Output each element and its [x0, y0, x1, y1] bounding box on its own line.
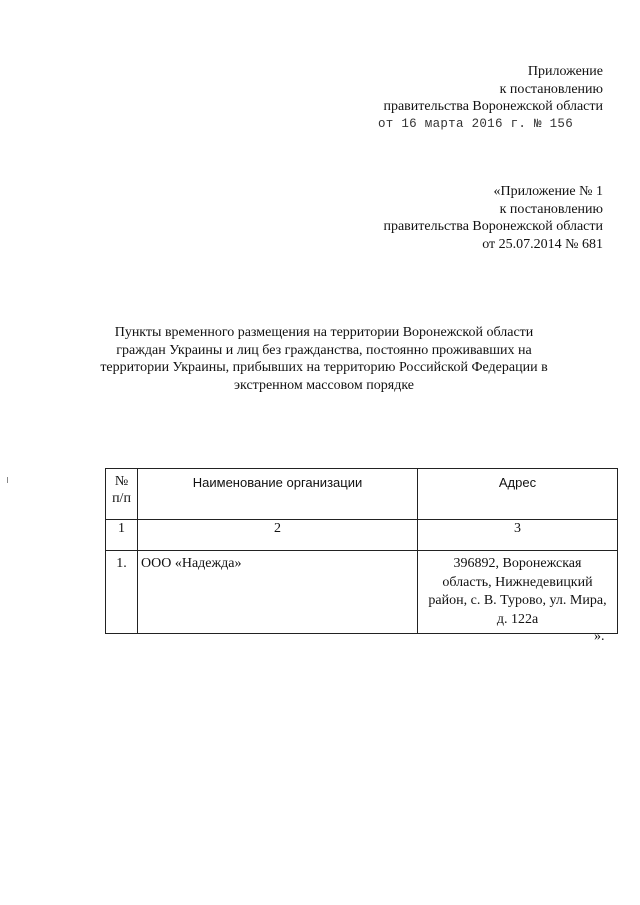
appendix-current-line3: правительства Воронежской области: [383, 99, 603, 114]
appendix-original-line2: к постановлению: [499, 201, 603, 217]
appendix-original-header: [383, 183, 603, 253]
address-line4: д. 122а: [496, 611, 539, 627]
header-number: [106, 469, 138, 520]
address-line3: район, с. В. Турово, ул. Мира,: [428, 593, 607, 608]
appendix-current-line1: Приложение: [527, 64, 603, 79]
table-row: [106, 551, 618, 634]
appendix-original-line3: правительства Воронежской области: [383, 219, 603, 234]
appendix-original-line1: «Приложение № 1: [493, 184, 603, 199]
table-header-row: [106, 469, 618, 520]
row-organization-name: ООО «Надежда»: [138, 551, 418, 634]
row-address: [418, 551, 618, 634]
placement-points-table: [105, 468, 618, 634]
title-line4: экстренном массовом порядке: [234, 377, 414, 393]
table-column-index-row: [106, 520, 618, 551]
appendix-current-header: [378, 63, 603, 133]
header-number-abbr: п/п: [112, 491, 131, 506]
title-line1: Пункты временного размещения на территории Воронежской области: [114, 325, 534, 340]
appendix-current-date-number: от 16 марта 2016 г. № 156: [377, 116, 573, 131]
header-organization-name: Наименование организации: [138, 469, 418, 520]
address-line1: 396892, Воронежская: [453, 556, 582, 571]
closing-quote-mark: ».: [594, 629, 605, 644]
address-line2: область, Нижнедевицкий: [442, 574, 593, 590]
column-index-2: 2: [138, 520, 418, 551]
column-index-3: 3: [418, 520, 618, 551]
title-line2: граждан Украины и лиц без гражданства, постоянно проживавших на: [116, 342, 532, 358]
appendix-original-date-number: от 25.07.2014 № 681: [482, 236, 603, 252]
appendix-current-line2: к постановлению: [499, 81, 603, 97]
document-title: [95, 324, 553, 394]
title-line3: территории Украины, прибывших на территорию Российской Федерации в: [100, 360, 548, 375]
row-number: 1.: [106, 551, 138, 634]
header-number-symbol: №: [114, 474, 129, 489]
column-index-1: 1: [106, 520, 138, 551]
header-address: Адрес: [418, 469, 618, 520]
scan-mark: [7, 477, 8, 483]
